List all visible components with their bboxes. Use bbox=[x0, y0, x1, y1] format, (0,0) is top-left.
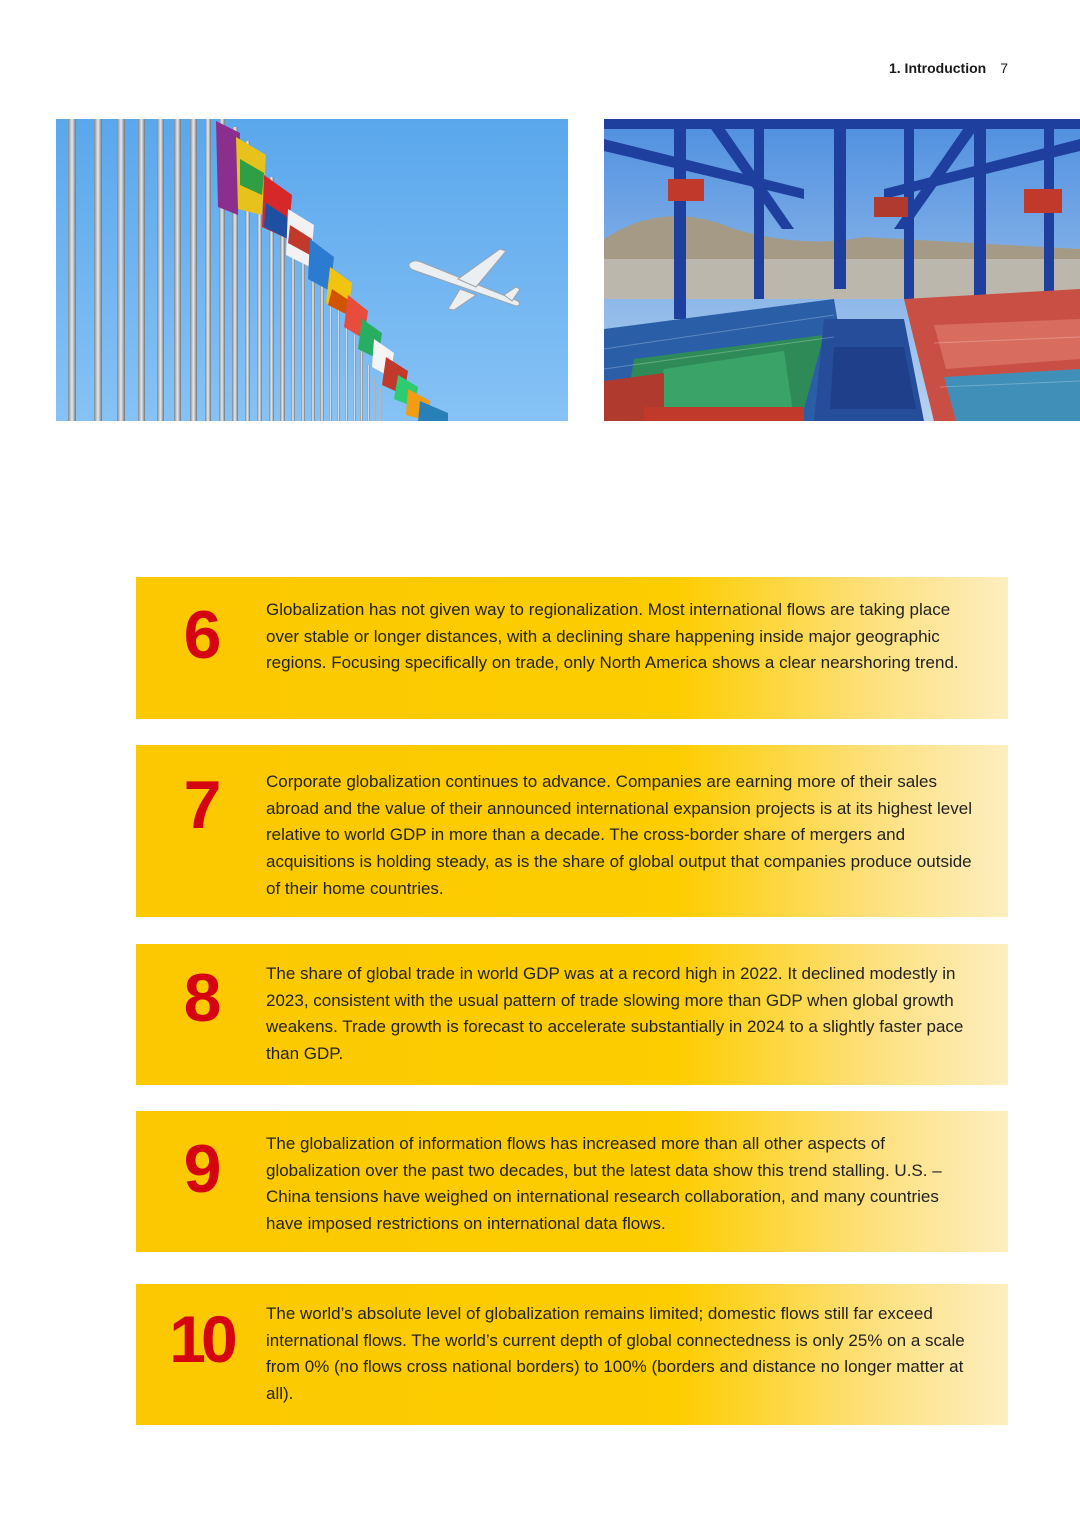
insight-card-7 bbox=[136, 745, 1008, 917]
insight-card-9 bbox=[136, 1111, 1008, 1252]
card-number: 6 bbox=[183, 597, 219, 673]
card-text: The share of global trade in world GDP was at a record high in 2022. It declined modestly in 2023, consistent with the usual pattern of trade slowing more than GDP when global growth weakens. Trade growth is forecast to accelerate substantially in 2024 to a slightly faster pace than GDP. bbox=[266, 964, 964, 1064]
card-number: 7 bbox=[183, 767, 219, 843]
insight-card-10 bbox=[136, 1284, 1008, 1425]
card-text: The globalization of information flows has increased more than all other aspects of globalization over the past two decades, but the latest data show this trend stalling. U.S. – China tensions have weighed on international research collaboration, and many countries have imposed restrictions on international data flows. bbox=[266, 1134, 942, 1234]
card-number: 9 bbox=[183, 1131, 219, 1207]
card-text: The world’s absolute level of globalization remains limited; domestic flows still far exceed international flows. The world’s current depth of global connectedness is only 25% on a scale from 0% (no flows cross national borders) to 100% (borders and distance no longer matter at all). bbox=[266, 1304, 965, 1404]
card-number: 8 bbox=[183, 960, 219, 1036]
card-text: Corporate globalization continues to advance. Companies are earning more of their sales abroad and the value of their announced international expansion projects is at its highest level relative to world GDP in more than a decade. The cross-border share of mergers and acquisitions is holding steady, as is the share of global output that companies produce outside of their home countries. bbox=[266, 772, 972, 898]
insight-card-6 bbox=[136, 577, 1008, 719]
container-port-photo bbox=[604, 119, 1080, 421]
card-number: 10 bbox=[169, 1302, 233, 1376]
running-head bbox=[889, 60, 1008, 76]
page-number: 7 bbox=[1000, 60, 1008, 76]
insight-card-8 bbox=[136, 944, 1008, 1085]
section-title: 1. Introduction bbox=[888, 60, 987, 76]
flags-airplane-photo bbox=[56, 119, 568, 421]
card-text: Globalization has not given way to regionalization. Most international flows are taking place over stable or longer distances, with a declining share happening inside major geographic regions. Focusing specifically on trade, only North America shows a clear nearshoring trend. bbox=[266, 600, 959, 673]
